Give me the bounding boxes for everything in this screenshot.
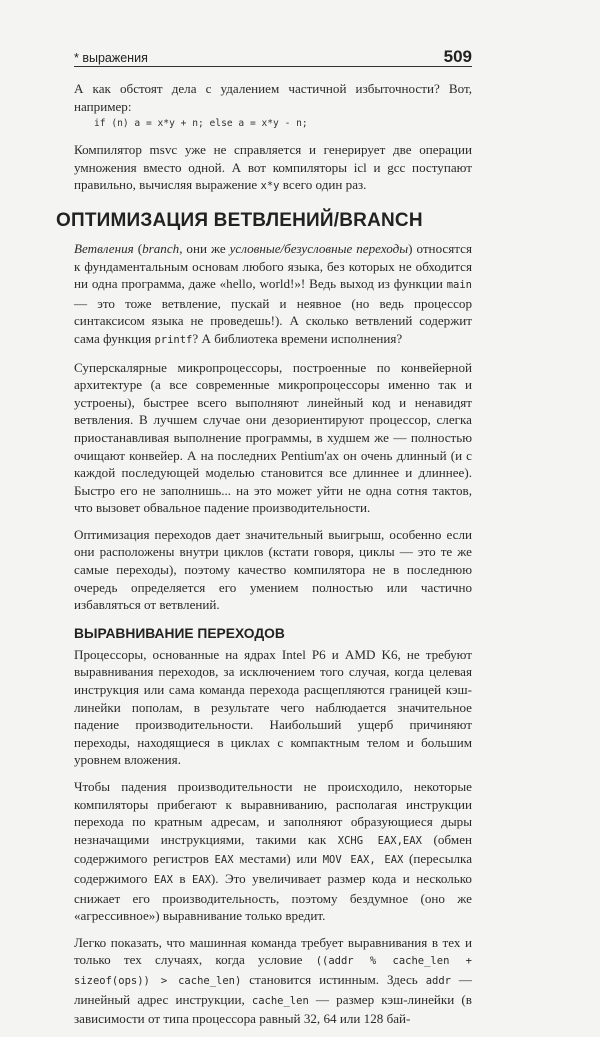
inline-code: cache_len	[251, 994, 309, 1007]
inline-code: EAX	[214, 854, 234, 867]
paragraph-partial-redundancy: А как обстоят дела с удалением частичной избыточности? Вот, например:	[74, 81, 472, 114]
inline-code: XCHG EAX,EAX	[337, 834, 422, 847]
section-title: * выражения	[74, 51, 148, 65]
inline-code: addr	[425, 974, 451, 987]
running-header	[74, 48, 472, 67]
section-heading-branch: ОПТИМИЗАЦИЯ ВЕТВЛЕНИЙ/BRANCH	[56, 209, 423, 231]
paragraph-branch-intro: Ветвления (branch, они же условные/безусловные переходы) относятся к фундаментальным основам любого языка, без которых не обходится ни одна программа, даже «hello, world!»! Ведь выход из функции main — это тоже ветвление, пускай и неявное (но ведь процессор синтаксисом языка не проведешь!). А сколько ветвлений содержит сама функция printf? А библиотека времени исполнения?	[74, 240, 472, 346]
subsection-heading-align: ВЫРАВНИВАНИЕ ПЕРЕХОДОВ	[74, 625, 285, 641]
inline-code: main	[446, 279, 472, 292]
page-body	[56, 80, 473, 1037]
inline-code: EAX	[153, 873, 173, 886]
paragraph-compilers: Компилятор msvc уже не справляется и генерирует две операции умножения вместо одной. А вот компиляторы icl и gcc поступают правильно, вычисляя выражение x*y всего один раз.	[74, 142, 472, 193]
inline-code: EAX	[191, 873, 211, 886]
inline-code: printf	[154, 333, 193, 346]
code-example: if (n) a = x*y + n; else a = x*y - n;	[94, 118, 308, 130]
paragraph-alignment-condition: Легко показать, что машинная команда требует выравнивания в тех и только тех случаях, когда условие ((addr % cache_len + sizeof(ops)) > cache_len) становится истинным. Здесь addr — линейный адрес инструкции, cache_len — размер кэш-линейки (в зависимости от типа процессора равный 32, 64 или 128 бай-	[74, 934, 472, 1027]
inline-code: ((addr % cache_len + sizeof(ops)) > cache_len)	[74, 955, 472, 987]
inline-code: MOV EAX, EAX	[322, 854, 404, 867]
paragraph-optimization-gain: Оптимизация переходов дает значительный выигрыш, особенно если они расположены внутри циклов (кстати говоря, циклы — это те же самые переходы), поэтому качество компилятора не в последнюю очередь определяется его умением полностью или частично избавляться от ветвлений.	[74, 526, 472, 613]
paragraph-alignment-padding: Чтобы падения производительности не происходило, некоторые компиляторы прибегают к выравниванию, располагая инструкции перехода по кратным адресам, и заполняют образующиеся дыры незначащими инструкциями, такими как XCHG EAX,EAX (обмен содержимого регистров EAX местами) или MOV EAX, EAX (пересылка содержимого EAX в EAX). Это увеличивает размер кода и несколько снижает его производительность, поэтому бездумное (оно же «агрессивное») выравнивание только вредит.	[74, 779, 473, 924]
paragraph-processors: Процессоры, основанные на ядрах Intel P6 и AMD K6, не требуют выравнивания переходов, за исключением того случая, когда целевая инструкция или сама команда перехода расщепляются границей кэш-линейки пополам, в результате чего наблюдается значительное падение производительности. Наибольший ущерб причиняют переходы, находящиеся в циклах с компактным телом и большим уровнем вложения.	[74, 646, 472, 768]
inline-code: x*y	[260, 180, 280, 193]
paragraph-superscalar: Суперскалярные микропроцессоры, построенные по конвейерной архитектуре (а все современные микропроцессоры именно так и устроены), быстрее всего выполняют линейный код и ненавидят ветвления. В лучшем случае они дезориентируют процессор, слегка приостанавливая выполнение программы, в худшем же — полностью очищают конвейер. А на последних Pentium'ах он очень длинный (и с каждой последующей моделью становится все длиннее и длиннее). Быстро его не заполнишь... на это может уйти не одна сотня тактов, что вызовет обвальное падение производительности.	[74, 359, 472, 516]
page-number: 509	[443, 47, 472, 66]
